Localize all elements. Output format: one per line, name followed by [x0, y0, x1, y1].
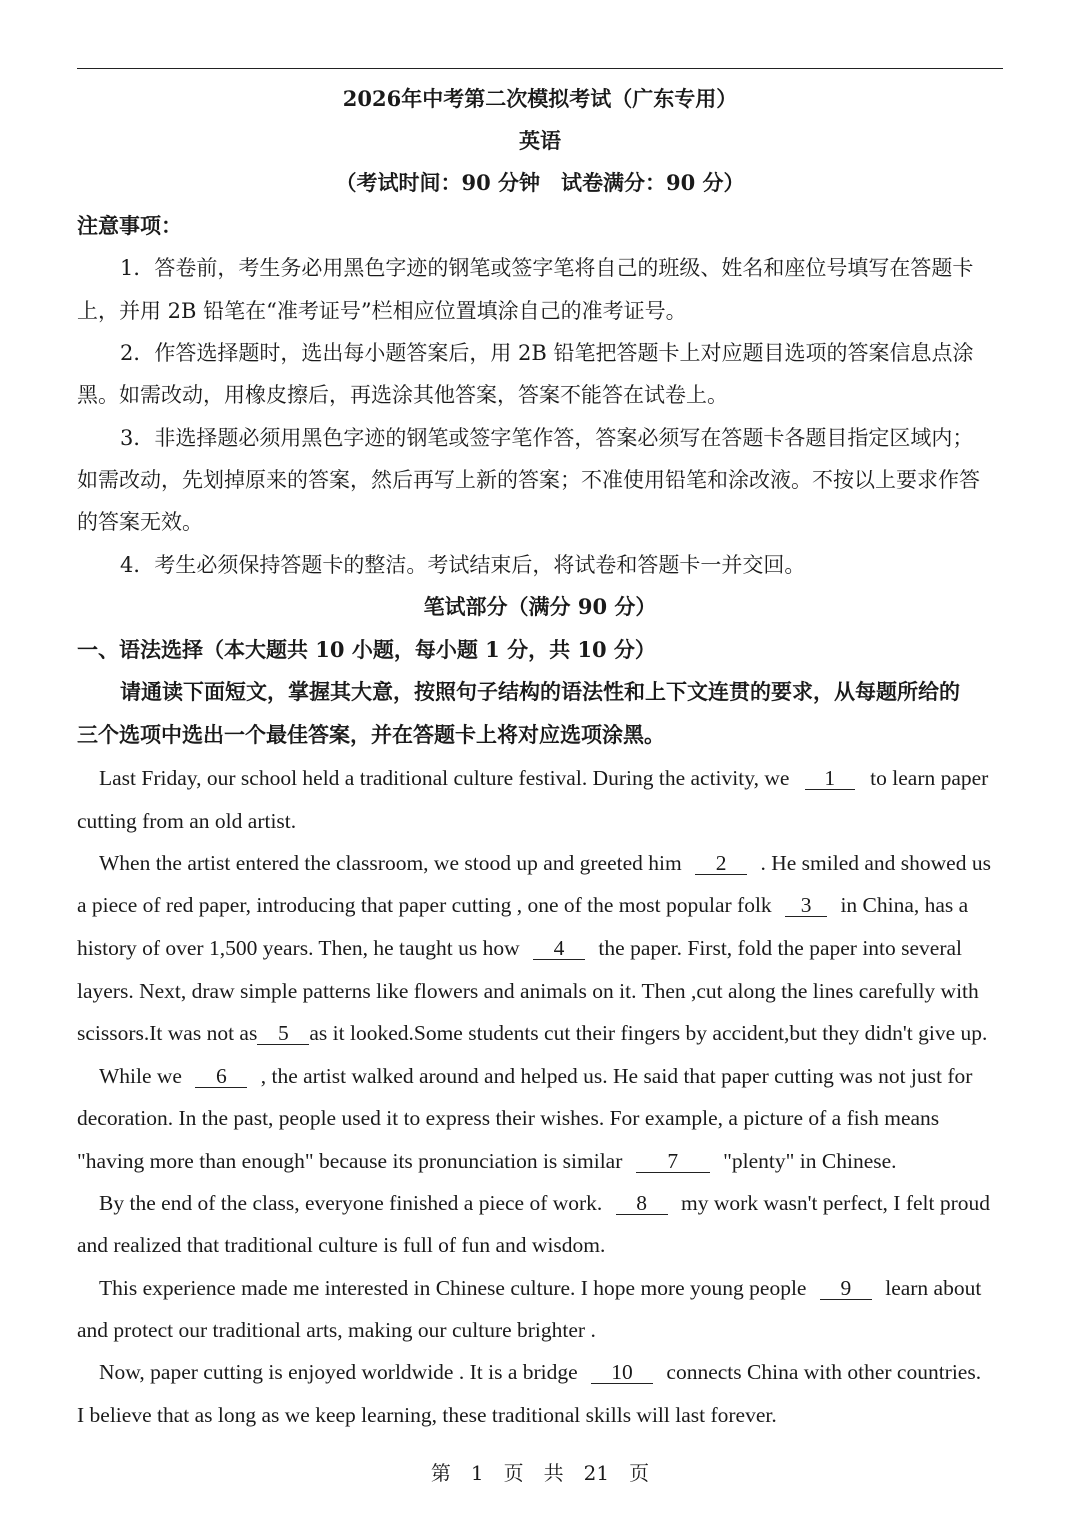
passage-text: learn about — [885, 1276, 982, 1300]
exam-info: （考试时间：90 分钟 试卷满分：90 分） — [335, 170, 745, 195]
passage-text: the paper. First, fold the paper into several — [598, 936, 963, 960]
passage-text: "having more than enough" because its pronunciation is similar — [77, 1149, 623, 1173]
passage-text: connects China with other countries. — [666, 1360, 982, 1384]
passage-line: and protect our traditional arts, making our culture brighter . — [77, 1318, 596, 1342]
blank-8: 8 — [616, 1192, 668, 1215]
exam-title: 2026年中考第二次模拟考试（广东专用） — [342, 86, 738, 111]
note-line: 1．答卷前，考生务必用黑色字迹的钢笔或签字笔将自己的班级、姓名和座位号填写在答题卡 — [120, 256, 974, 280]
passage-text: . He smiled and showed us — [760, 851, 991, 875]
note-line: 3．非选择题必须用黑色字迹的钢笔或签字笔作答，答案必须写在答题卡各题目指定区域内； — [120, 426, 974, 450]
passage-line — [77, 933, 1003, 963]
subject-title: 英语 — [519, 128, 561, 153]
passage-line — [77, 848, 1003, 878]
blank-9: 9 — [820, 1277, 872, 1300]
passage-line: decoration. In the past, people used it to express their wishes. For example, a picture of a fish means — [77, 1106, 940, 1130]
passage-line — [77, 1018, 1003, 1048]
note-line: 4．考生必须保持答题卡的整洁。考试结束后，将试卷和答题卡一并交回。 — [120, 553, 806, 577]
passage-line: layers. Next, draw simple patterns like flowers and animals on it. Then ,cut along the lines carefully with — [77, 979, 979, 1003]
passage-text: a piece of red paper, introducing that paper cutting , one of the most popular folk — [77, 893, 772, 917]
blank-10: 10 — [591, 1361, 653, 1384]
blank-5: 5 — [257, 1022, 309, 1045]
note-line: 黑。如需改动，用橡皮擦后，再选涂其他答案，答案不能答在试卷上。 — [77, 383, 728, 407]
passage-line: cutting from an old artist. — [77, 809, 297, 833]
blank-2: 2 — [695, 852, 747, 875]
passage-line — [77, 1273, 1003, 1303]
blank-7: 7 — [636, 1150, 710, 1173]
instruction-line: 三个选项中选出一个最佳答案，并在答题卡上将对应选项涂黑。 — [77, 722, 665, 747]
passage-text: While we — [99, 1064, 182, 1088]
note-line: 上，并用 2B 铅笔在“准考证号”栏相应位置填涂自己的准考证号。 — [77, 299, 687, 323]
passage-text: , the artist walked around and helped us. He said that paper cutting was not just for — [260, 1064, 973, 1088]
passage-line — [77, 763, 1003, 793]
passage-line: and realized that traditional culture is full of fun and wisdom. — [77, 1233, 606, 1257]
passage-line — [77, 1061, 1003, 1091]
passage-text: in China, has a — [840, 893, 969, 917]
page-number: 第 1 页 共 21 页 — [430, 1461, 650, 1485]
blank-4: 4 — [533, 937, 585, 960]
passage-text: history of over 1,500 years. Then, he taught us how — [77, 936, 520, 960]
notes-heading: 注意事项： — [77, 213, 182, 238]
passage-line — [77, 1357, 1003, 1387]
passage-text: scissors.It was not as — [77, 1021, 258, 1045]
passage-line — [77, 1188, 1003, 1218]
passage-text: my work wasn't perfect, I felt proud — [681, 1191, 991, 1215]
blank-1: 1 — [805, 767, 855, 790]
blank-3: 3 — [785, 894, 827, 917]
passage-line: I believe that as long as we keep learning, these traditional skills will last forever. — [77, 1403, 777, 1427]
blank-6: 6 — [195, 1065, 247, 1088]
note-line: 的答案无效。 — [77, 510, 203, 534]
passage-text: When the artist entered the classroom, we stood up and greeted him — [99, 851, 682, 875]
passage-text: By the end of the class, everyone finished a piece of work. — [99, 1191, 603, 1215]
passage-line — [77, 1146, 1003, 1176]
passage-text: Last Friday, our school held a traditional culture festival. During the activity, we — [99, 766, 790, 790]
note-line: 如需改动，先划掉原来的答案，然后再写上新的答案；不准使用铅笔和涂改液。不按以上要求作答 — [77, 468, 980, 492]
passage-text: This experience made me interested in Chinese culture. I hope more young people — [99, 1276, 807, 1300]
passage-text: "plenty" in Chinese. — [723, 1149, 897, 1173]
passage-text: Now, paper cutting is enjoyed worldwide . It is a bridge — [99, 1360, 578, 1384]
part-heading: 一、语法选择（本大题共 10 小题，每小题 1 分，共 10 分） — [77, 637, 656, 662]
passage-text: as it looked.Some students cut their fingers by accident,but they didn't give up. — [309, 1021, 988, 1045]
top-rule — [77, 68, 1003, 69]
passage-text: to learn paper — [870, 766, 989, 790]
note-line: 2．作答选择题时，选出每小题答案后，用 2B 铅笔把答题卡上对应题目选项的答案信息点涂 — [120, 341, 974, 365]
instruction-line: 请通读下面短文，掌握其大意，按照句子结构的语法性和上下文连贯的要求，从每题所给的 — [120, 679, 960, 704]
section-title: 笔试部分（满分 90 分） — [423, 594, 657, 619]
passage-line — [77, 890, 1003, 920]
